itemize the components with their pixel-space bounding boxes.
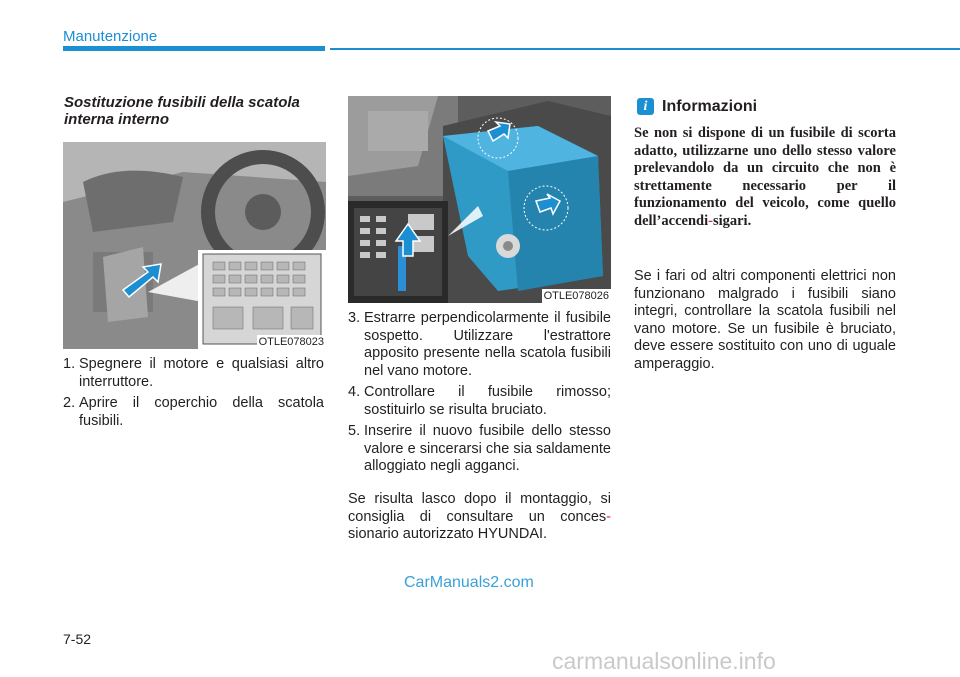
list-item: 2. Aprire il coperchio della scatola fusibili. xyxy=(63,395,324,429)
figure-interior-fusebox xyxy=(63,142,326,349)
figure-code: OTLE078026 xyxy=(543,290,609,302)
footer-watermark: carmanualsonline.info xyxy=(552,648,776,674)
list-item: 4. Controllare il fusibile rimosso; sostituirlo se risulta bruciato. xyxy=(348,384,611,418)
info-heading xyxy=(637,98,757,116)
info-bold-text: Se non si dispone di un fusibile di scorta adatto, utilizzarne uno dello stesso valore prelevandolo da un circuito che non è strettamente necessario per il funzionamento del veicolo, come quello dell’accendi-sigari. xyxy=(634,125,896,229)
steps-list-left xyxy=(63,356,324,434)
info-title: Informazioni xyxy=(662,98,758,115)
header-rule-thick xyxy=(63,46,325,51)
section-title: Sostituzione fusibili della scatola interna interno xyxy=(64,94,300,128)
info-text: Se i fari od altri componenti elettrici non funzionano malgrado i fusibili siano integri, controllare la scatola fusibili nel vano motore. Se un fusibile è bruciato, deve essere sostituito con uno di uguale amperaggio. xyxy=(634,268,896,372)
figure-engine-fusebox xyxy=(348,96,611,303)
page-number: 7-52 xyxy=(63,631,92,647)
watermark: CarManuals2.com xyxy=(404,574,534,591)
list-item: 1. Spegnere il motore e qualsiasi altro interruttore. xyxy=(63,356,324,390)
info-icon: i xyxy=(637,98,654,115)
section-header: Manutenzione xyxy=(63,28,158,45)
steps-list-middle xyxy=(348,310,611,480)
list-item: 3. Estrarre perpendicolarmente il fusibile sospetto. Utilizzare l'estrattore apposito presente nella scatola fusibili nel vano motore. xyxy=(348,310,611,379)
dealer-note: Se risulta lasco dopo il montaggio, si consiglia di consultare un conces-sionario autorizzato HYUNDAI. xyxy=(348,491,611,542)
header-rule-thin xyxy=(330,48,960,50)
figure-code: OTLE078023 xyxy=(258,336,324,348)
list-item: 5. Inserire il nuovo fusibile dello stesso valore e sincerarsi che sia saldamente alloggiato negli agganci. xyxy=(348,423,611,474)
